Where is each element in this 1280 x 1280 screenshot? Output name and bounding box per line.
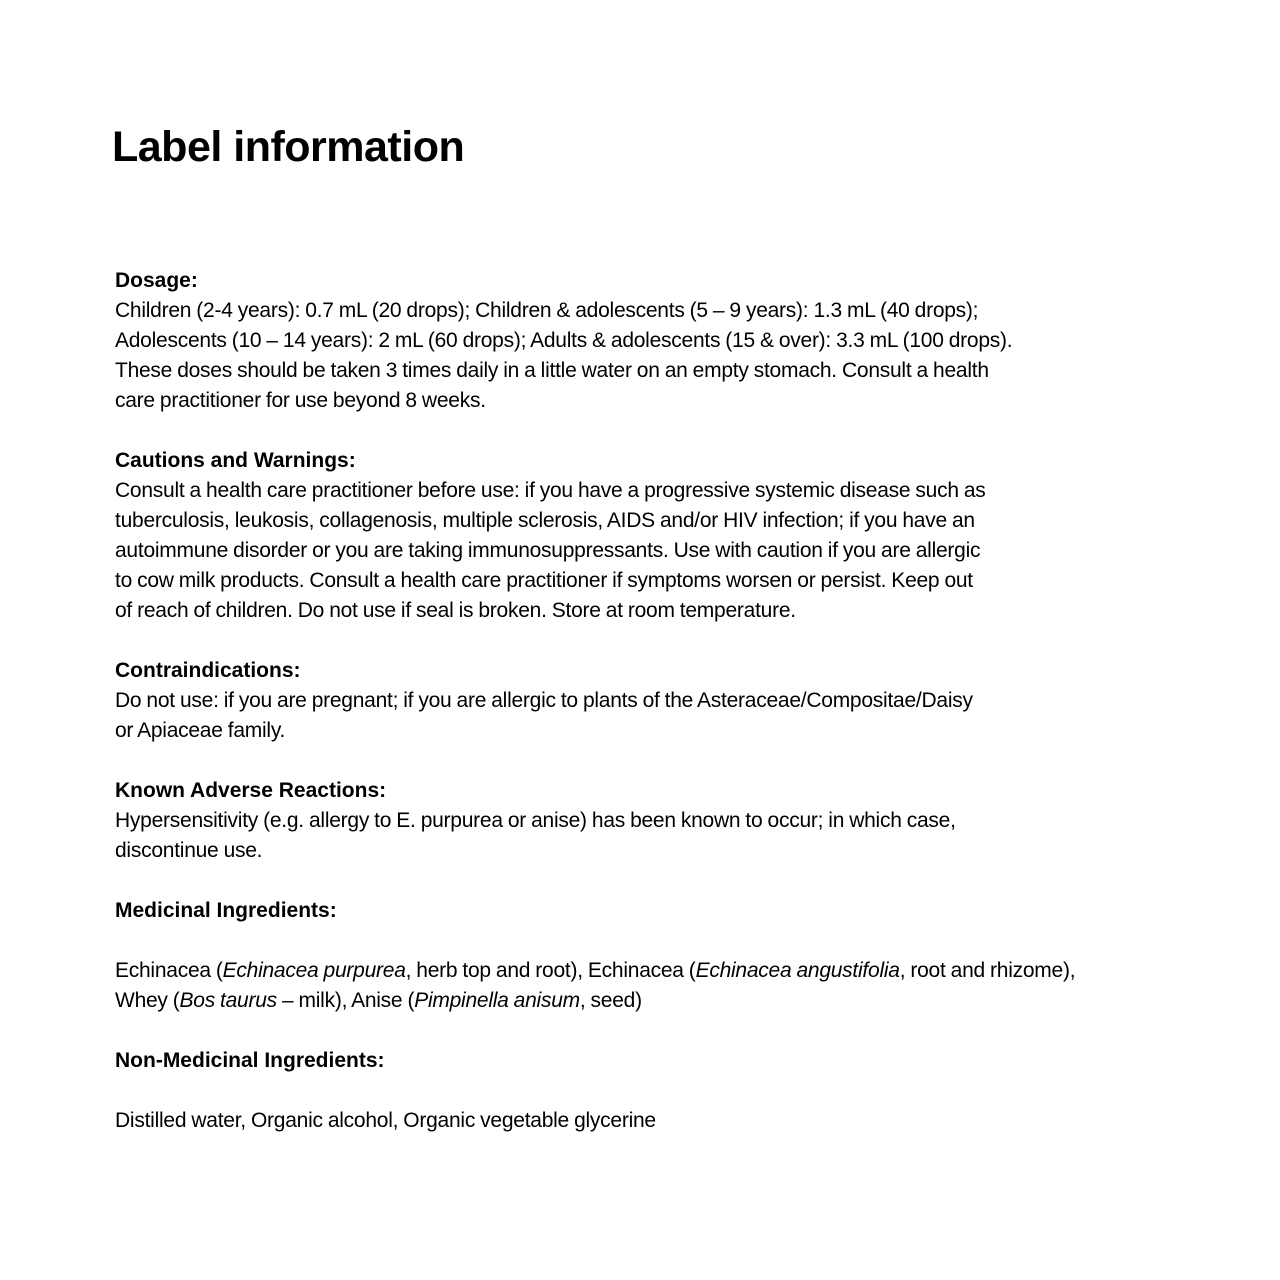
cautions-section bbox=[115, 446, 1265, 626]
ingredient-latin-name: Echinacea purpurea bbox=[222, 959, 406, 982]
cautions-text bbox=[115, 476, 1265, 626]
cautions-line: Consult a health care practitioner before use: if you have a progressive systemic disease such as bbox=[115, 479, 986, 502]
cautions-heading: Cautions and Warnings: bbox=[115, 449, 356, 472]
contraindications-line: Do not use: if you are pregnant; if you are allergic to plants of the Asteraceae/Compositae/Daisy bbox=[115, 689, 973, 712]
dosage-line: care practitioner for use beyond 8 weeks. bbox=[115, 389, 486, 412]
contraindications-line: or Apiaceae family. bbox=[115, 719, 286, 742]
medicinal-ingredients-line bbox=[115, 956, 1265, 986]
adverse-reactions-line: Hypersensitivity (e.g. allergy to E. purpurea or anise) has been known to occur; in which case, bbox=[115, 809, 956, 832]
ingredient-latin-name: Pimpinella anisum bbox=[414, 989, 580, 1012]
medicinal-ingredients-text bbox=[115, 956, 1265, 1016]
dosage-line: These doses should be taken 3 times daily in a little water on an empty stomach. Consult a health bbox=[115, 359, 989, 382]
dosage-heading: Dosage: bbox=[115, 269, 198, 292]
cautions-line: of reach of children. Do not use if seal is broken. Store at room temperature. bbox=[115, 599, 796, 622]
non-medicinal-ingredients-line: Distilled water, Organic alcohol, Organic vegetable glycerine bbox=[115, 1109, 656, 1132]
medicinal-ingredients-line bbox=[115, 986, 1265, 1016]
non-medicinal-ingredients-section bbox=[115, 1046, 1265, 1136]
ingredient-text: , seed) bbox=[579, 989, 642, 1012]
contraindications-heading: Contraindications: bbox=[115, 659, 301, 682]
contraindications-section bbox=[115, 656, 1265, 746]
ingredient-text: , herb top and root), Echinacea ( bbox=[405, 959, 696, 982]
adverse-reactions-text bbox=[115, 806, 1265, 866]
cautions-line: tuberculosis, leukosis, collagenosis, multiple sclerosis, AIDS and/or HIV infection; if you have an bbox=[115, 509, 975, 532]
ingredient-text: Whey ( bbox=[115, 989, 180, 1012]
medicinal-ingredients-heading: Medicinal Ingredients: bbox=[115, 899, 337, 922]
dosage-line: Children (2-4 years): 0.7 mL (20 drops); Children & adolescents (5 – 9 years): 1.3 mL (40 drops); bbox=[115, 299, 979, 322]
page-title: Label information bbox=[112, 123, 465, 171]
medicinal-ingredients-section bbox=[115, 896, 1265, 1016]
contraindications-text bbox=[115, 686, 1265, 746]
cautions-line: autoimmune disorder or you are taking immunosuppressants. Use with caution if you are allergic bbox=[115, 539, 981, 562]
dosage-section bbox=[115, 266, 1265, 416]
ingredient-text: Echinacea ( bbox=[115, 959, 223, 982]
label-content bbox=[115, 266, 1265, 1136]
adverse-reactions-section bbox=[115, 776, 1265, 866]
non-medicinal-ingredients-text bbox=[115, 1106, 1265, 1136]
dosage-text bbox=[115, 296, 1265, 416]
adverse-reactions-line: discontinue use. bbox=[115, 839, 263, 862]
ingredient-latin-name: Bos taurus bbox=[179, 989, 277, 1012]
dosage-line: Adolescents (10 – 14 years): 2 mL (60 drops); Adults & adolescents (15 & over): 3.3 mL (100 drops). bbox=[115, 329, 1013, 352]
cautions-line: to cow milk products. Consult a health care practitioner if symptoms worsen or persist. Keep out bbox=[115, 569, 973, 592]
ingredient-text: , root and rhizome), bbox=[899, 959, 1076, 982]
ingredient-text: – milk), Anise ( bbox=[276, 989, 415, 1012]
ingredient-latin-name: Echinacea angustifolia bbox=[695, 959, 900, 982]
adverse-reactions-heading: Known Adverse Reactions: bbox=[115, 779, 387, 802]
non-medicinal-ingredients-heading: Non-Medicinal Ingredients: bbox=[115, 1049, 385, 1072]
